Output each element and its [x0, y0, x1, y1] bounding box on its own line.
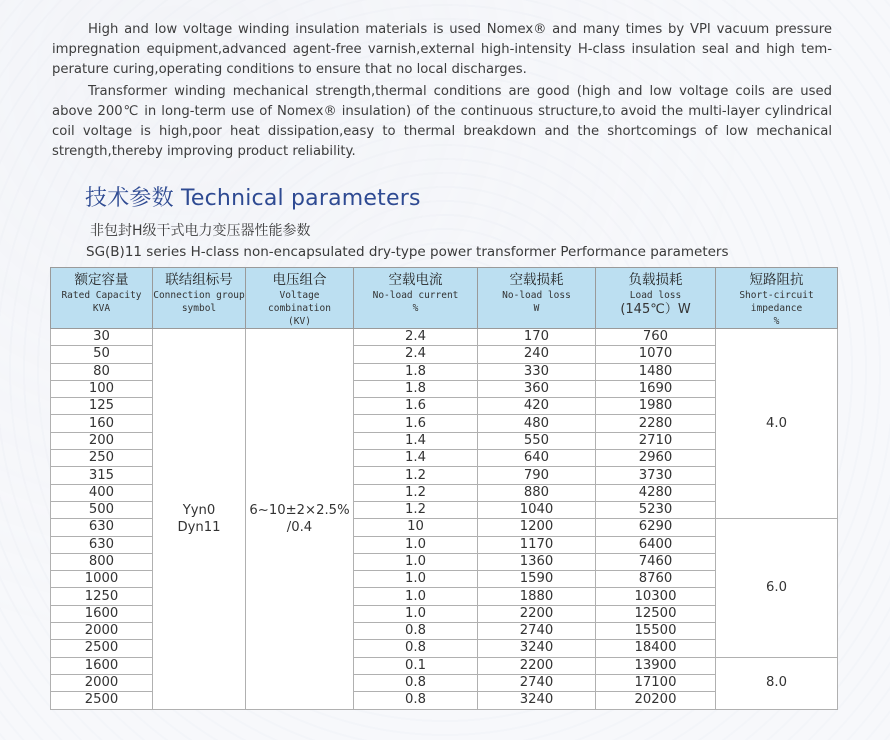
cell-no-load-loss: 2200 [478, 605, 596, 622]
cell-no-load-current: 10 [354, 519, 478, 536]
cell-no-load-current: 0.1 [354, 657, 478, 674]
cell-load-loss: 7460 [596, 553, 716, 570]
voltage-combination-line: 6~10±2×2.5% [249, 502, 350, 518]
cell-connection-group [153, 329, 246, 710]
table-body [51, 329, 838, 710]
cell-no-load-loss: 3240 [478, 692, 596, 709]
cell-no-load-current: 0.8 [354, 674, 478, 691]
header-label-cn: 电压组合 [272, 272, 327, 288]
cell-load-loss: 18400 [596, 640, 716, 657]
cell-no-load-loss: 790 [478, 467, 596, 484]
cell-no-load-current: 2.4 [354, 346, 478, 363]
cell-load-loss: 5230 [596, 501, 716, 518]
connection-group-line: Dyn11 [177, 519, 221, 535]
cell-no-load-loss: 2740 [478, 674, 596, 691]
cell-load-loss: 12500 [596, 605, 716, 622]
header-label-en: Voltage combination [268, 290, 331, 314]
cell-rated-capacity: 160 [51, 415, 153, 432]
cell-load-loss: 8760 [596, 571, 716, 588]
cell-no-load-loss: 360 [478, 380, 596, 397]
cell-load-loss: 1980 [596, 398, 716, 415]
cell-no-load-loss: 1200 [478, 519, 596, 536]
section-title: 技术参数 Technical parameters [85, 186, 421, 211]
header-rated-capacity [51, 268, 153, 329]
cell-no-load-loss: 2740 [478, 623, 596, 640]
cell-no-load-loss: 330 [478, 363, 596, 380]
cell-no-load-current: 1.0 [354, 588, 478, 605]
cell-rated-capacity: 1250 [51, 588, 153, 605]
cell-no-load-loss: 1170 [478, 536, 596, 553]
intro-paragraph-2: Transformer winding mechanical strength,thermal conditions are good (high and low voltage coils are used above 200℃ in long-term use of Nomex® insulation) of the continuous structure,to avoid the multi-layer cylindrical coil voltage is high,poor heat dissipation,easy to thermal breakdown and the shortcomings of low mechanical strength,thereby improving product reliability. [52, 84, 832, 159]
header-label-cn: 负载损耗 [628, 272, 683, 288]
intro-paragraph-1: High and low voltage winding insulation materials is used Nomex® and many times by VPI vacuum pressure impregnation equipment,advanced agent-free varnish,external high-intensity H-class insulation seal and high tem-perature curing,operating conditions to ensure that no local discharges. [52, 22, 832, 77]
cell-load-loss: 1690 [596, 380, 716, 397]
cell-load-loss: 15500 [596, 623, 716, 640]
cell-load-loss: 10300 [596, 588, 716, 605]
header-label-cn: 短路阻抗 [749, 272, 804, 288]
cell-rated-capacity: 1600 [51, 657, 153, 674]
table-header-row [51, 268, 838, 329]
cell-no-load-loss: 880 [478, 484, 596, 501]
header-label-en: Load loss [629, 290, 682, 301]
cell-load-loss: 2960 [596, 450, 716, 467]
cell-no-load-loss: 1360 [478, 553, 596, 570]
header-label-cn: 额定容量 [74, 272, 129, 288]
cell-load-loss: 17100 [596, 674, 716, 691]
cell-short-circuit-impedance: 8.0 [716, 657, 838, 709]
header-label-en: Connection group [153, 290, 245, 301]
cell-load-loss: 3730 [596, 467, 716, 484]
connection-group-line: Yyn0 [182, 502, 216, 518]
cell-no-load-current: 0.8 [354, 640, 478, 657]
cell-no-load-current: 1.6 [354, 415, 478, 432]
cell-no-load-current: 1.4 [354, 450, 478, 467]
table-subtitle-en: SG(B)11 series H-class non-encapsulated dry-type power transformer Performance parameters [86, 244, 729, 260]
cell-no-load-loss: 240 [478, 346, 596, 363]
cell-rated-capacity: 200 [51, 432, 153, 449]
cell-no-load-current: 1.2 [354, 467, 478, 484]
header-label-en: Rated Capacity [61, 290, 142, 301]
cell-no-load-loss: 550 [478, 432, 596, 449]
cell-rated-capacity: 80 [51, 363, 153, 380]
cell-rated-capacity: 2000 [51, 674, 153, 691]
cell-no-load-loss: 170 [478, 329, 596, 346]
cell-rated-capacity: 125 [51, 398, 153, 415]
cell-no-load-loss: 640 [478, 450, 596, 467]
cell-no-load-loss: 1590 [478, 571, 596, 588]
cell-no-load-current: 1.8 [354, 380, 478, 397]
header-label-en: No-load current [372, 290, 459, 301]
cell-no-load-current: 1.6 [354, 398, 478, 415]
header-label-cn: 空载损耗 [509, 272, 564, 288]
cell-load-loss: 6400 [596, 536, 716, 553]
header-no-load-current [354, 268, 478, 329]
header-label-en: Short-circuit impedance [739, 290, 814, 314]
cell-no-load-current: 0.8 [354, 623, 478, 640]
cell-no-load-current: 2.4 [354, 329, 478, 346]
cell-rated-capacity: 400 [51, 484, 153, 501]
cell-rated-capacity: 2000 [51, 623, 153, 640]
cell-no-load-loss: 420 [478, 398, 596, 415]
table-row [51, 329, 838, 346]
cell-rated-capacity: 800 [51, 553, 153, 570]
cell-no-load-current: 1.4 [354, 432, 478, 449]
cell-no-load-loss: 2200 [478, 657, 596, 674]
cell-load-loss: 2280 [596, 415, 716, 432]
header-unit: % [412, 303, 419, 314]
cell-rated-capacity: 630 [51, 536, 153, 553]
cell-load-loss: 1070 [596, 346, 716, 363]
cell-no-load-current: 0.8 [354, 692, 478, 709]
cell-load-loss: 4280 [596, 484, 716, 501]
header-label-cn: 空载电流 [388, 272, 443, 288]
header-unit: % [773, 316, 780, 327]
header-unit: KVA [92, 303, 111, 314]
cell-rated-capacity: 1600 [51, 605, 153, 622]
cell-load-loss: 1480 [596, 363, 716, 380]
voltage-combination-line: /0.4 [286, 519, 313, 535]
header-unit: W [533, 303, 540, 314]
performance-table [50, 267, 838, 710]
cell-load-loss: 20200 [596, 692, 716, 709]
cell-no-load-current: 1.2 [354, 484, 478, 501]
cell-rated-capacity: 100 [51, 380, 153, 397]
cell-load-loss: 2710 [596, 432, 716, 449]
header-short-circuit-impedance [716, 268, 838, 329]
header-unit: (145℃）W [620, 302, 691, 317]
cell-load-loss: 6290 [596, 519, 716, 536]
cell-rated-capacity: 2500 [51, 692, 153, 709]
cell-rated-capacity: 500 [51, 501, 153, 518]
cell-rated-capacity: 630 [51, 519, 153, 536]
header-label-cn: 联结组标号 [165, 272, 233, 288]
cell-short-circuit-impedance: 6.0 [716, 519, 838, 657]
cell-no-load-loss: 480 [478, 415, 596, 432]
header-unit: (KV) [288, 316, 311, 327]
cell-rated-capacity: 1000 [51, 571, 153, 588]
cell-short-circuit-impedance: 4.0 [716, 329, 838, 519]
cell-no-load-loss: 1040 [478, 501, 596, 518]
header-connection-group [153, 268, 246, 329]
header-label-en: No-load loss [502, 290, 571, 301]
cell-rated-capacity: 2500 [51, 640, 153, 657]
cell-no-load-current: 1.8 [354, 363, 478, 380]
cell-no-load-current: 1.0 [354, 571, 478, 588]
header-voltage-combination [246, 268, 354, 329]
cell-load-loss: 760 [596, 329, 716, 346]
cell-no-load-current: 1.0 [354, 536, 478, 553]
table-subtitle-cn: 非包封H级干式电力变压器性能参数 [90, 223, 311, 239]
cell-voltage-combination [246, 329, 354, 710]
cell-no-load-current: 1.0 [354, 605, 478, 622]
performance-table-wrapper [50, 267, 838, 710]
cell-rated-capacity: 315 [51, 467, 153, 484]
cell-no-load-loss: 3240 [478, 640, 596, 657]
cell-no-load-current: 1.2 [354, 501, 478, 518]
header-unit: symbol [181, 303, 217, 314]
cell-no-load-loss: 1880 [478, 588, 596, 605]
cell-rated-capacity: 30 [51, 329, 153, 346]
cell-rated-capacity: 50 [51, 346, 153, 363]
header-load-loss [596, 268, 716, 329]
cell-no-load-current: 1.0 [354, 553, 478, 570]
cell-rated-capacity: 250 [51, 450, 153, 467]
cell-load-loss: 13900 [596, 657, 716, 674]
header-no-load-loss [478, 268, 596, 329]
